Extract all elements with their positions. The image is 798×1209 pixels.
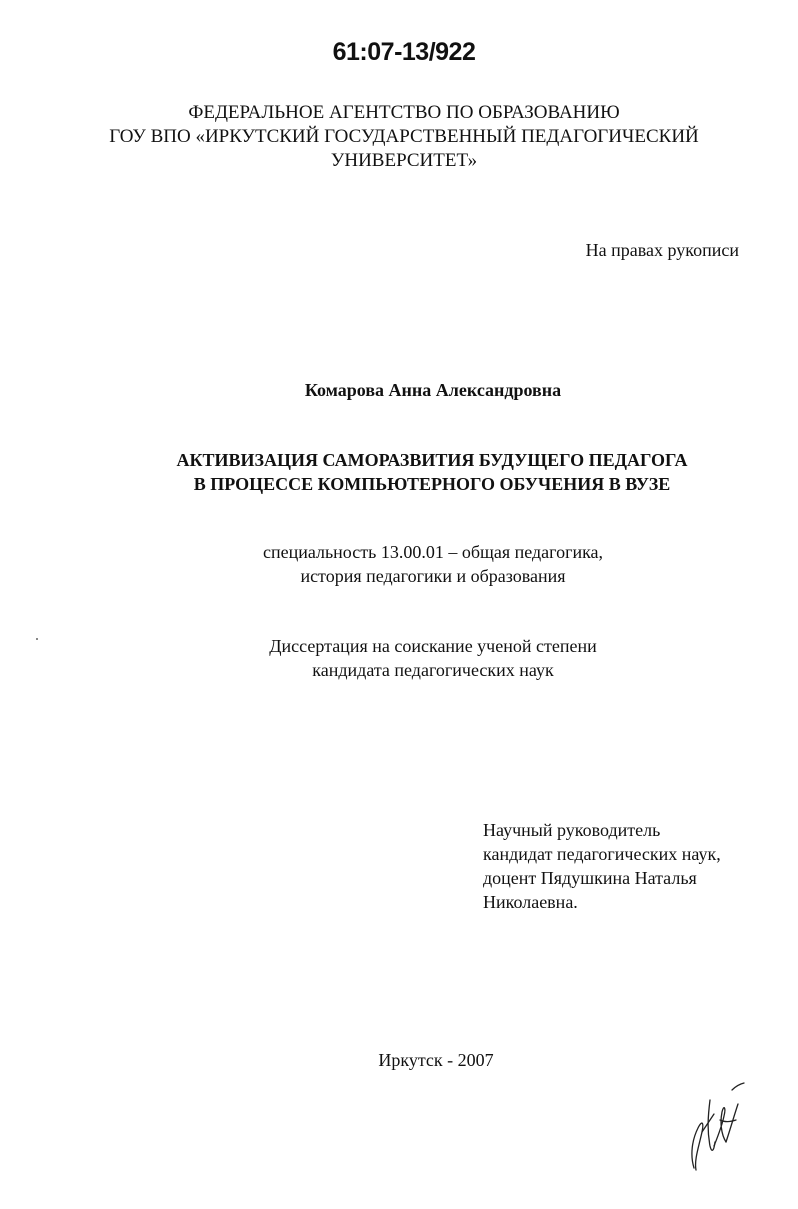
- rights-note: На правах рукописи: [585, 240, 739, 260]
- signature-icon: [680, 1050, 760, 1180]
- degree-line: Диссертация на соискание ученой степени: [269, 636, 597, 656]
- author-name: Комарова Анна Александровна: [304, 380, 562, 400]
- specialty-line: специальность 13.00.01 – общая педагогика,: [262, 542, 604, 562]
- advisor-line: Николаевна.: [483, 892, 578, 912]
- title-line: АКТИВИЗАЦИЯ САМОРАЗВИТИЯ БУДУЩЕГО ПЕДАГОГА: [176, 450, 688, 470]
- advisor-line: Научный руководитель: [483, 820, 661, 840]
- document-code: 61:07-13/922: [332, 38, 476, 66]
- advisor-line: кандидат педагогических наук,: [483, 844, 721, 864]
- organization-line: ГОУ ВПО «ИРКУТСКИЙ ГОСУДАРСТВЕННЫЙ ПЕДАГОГИЧЕСКИЙ: [109, 126, 699, 147]
- advisor-line: доцент Пядушкина Наталья: [483, 868, 697, 888]
- degree-line: кандидата педагогических наук: [312, 660, 554, 680]
- specialty-block: [0, 540, 798, 588]
- organization-header: [0, 101, 798, 173]
- advisor-block: [483, 818, 721, 914]
- dissertation-title: [0, 448, 798, 496]
- title-line: В ПРОЦЕССЕ КОМПЬЮТЕРНОГО ОБУЧЕНИЯ В ВУЗЕ: [193, 474, 671, 494]
- city-year: Иркутск - 2007: [378, 1050, 494, 1070]
- specialty-line: история педагогики и образования: [300, 566, 566, 586]
- degree-block: [0, 634, 798, 682]
- scan-speck: [36, 638, 38, 640]
- organization-line: УНИВЕРСИТЕТ»: [330, 150, 478, 171]
- organization-line: ФЕДЕРАЛЬНОЕ АГЕНТСТВО ПО ОБРАЗОВАНИЮ: [188, 102, 620, 123]
